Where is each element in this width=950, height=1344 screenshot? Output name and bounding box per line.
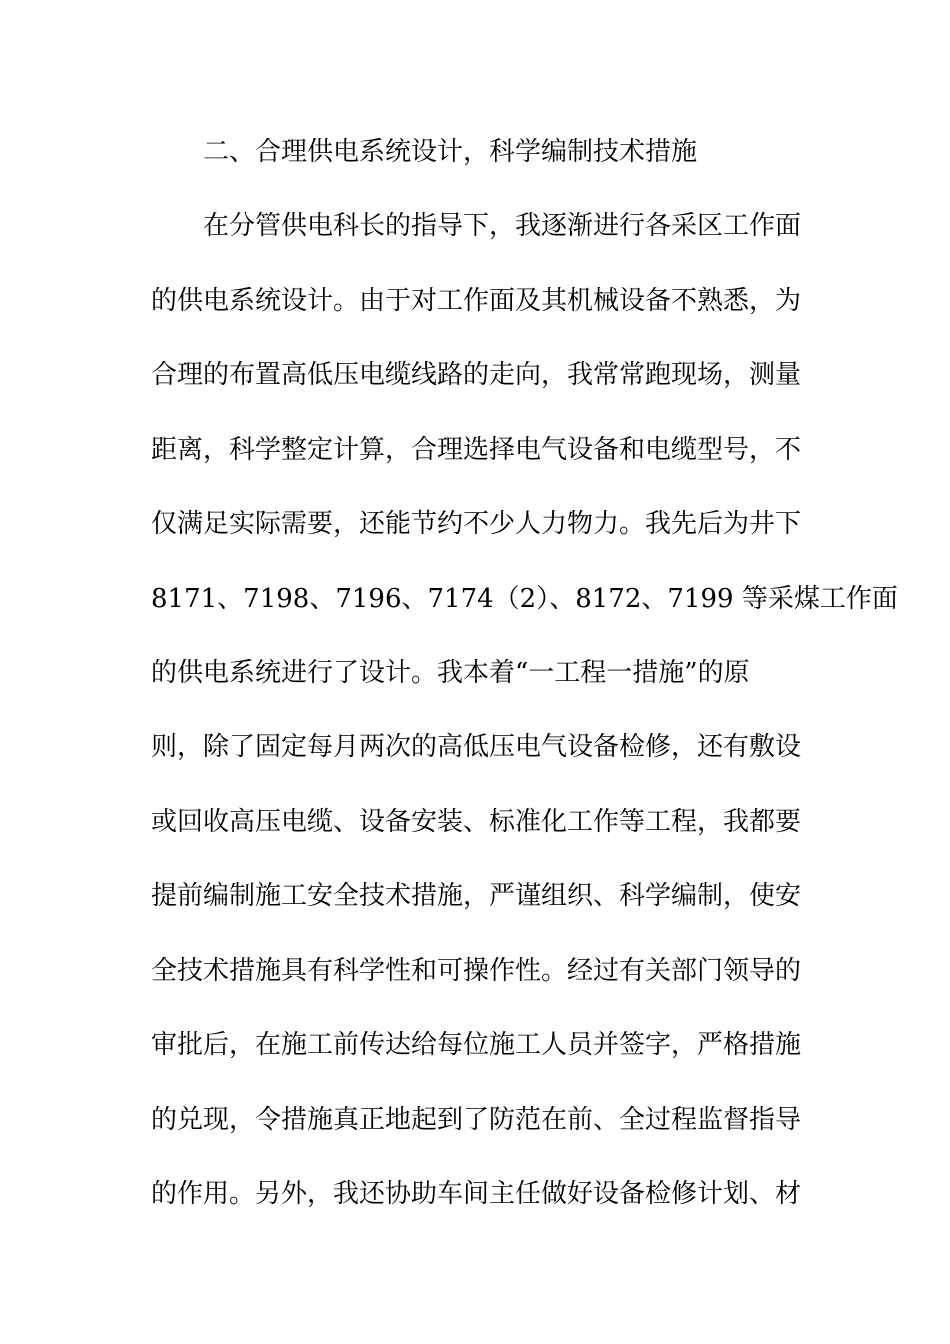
paragraph-line: 的供电系统设计。由于对工作面及其机械设备不熟悉，为 [151, 286, 802, 316]
paragraph-line: 的供电系统进行了设计。我本着“一工程一措施”的原 [151, 658, 750, 688]
section-heading: 二、合理供电系统设计，科学编制技术措施 [203, 137, 698, 167]
paragraph-line: 合理的布置高低压电缆线路的走向，我常常跑现场，测量 [151, 360, 802, 390]
paragraph-line: 在分管供电科长的指导下，我逐渐进行各采区工作面 [203, 211, 802, 241]
paragraph-line: 8171、7198、7196、7174（2）、8172、7199 等采煤工作面 [151, 584, 898, 614]
paragraph-line: 或回收高压电缆、设备安装、标准化工作等工程，我都要 [151, 807, 802, 837]
paragraph-line: 的兑现，令措施真正地起到了防范在前、全过程监督指导 [151, 1105, 802, 1135]
paragraph-line: 距离，科学整定计算，合理选择电气设备和电缆型号，不 [151, 435, 802, 465]
paragraph-line: 仅满足实际需要，还能节约不少人力物力。我先后为井下 [151, 509, 802, 539]
paragraph-line: 审批后，在施工前传达给每位施工人员并签字，严格措施 [151, 1030, 802, 1060]
paragraph-line: 的作用。另外，我还协助车间主任做好设备检修计划、材 [151, 1179, 802, 1209]
paragraph-line: 全技术措施具有科学性和可操作性。经过有关部门领导的 [151, 956, 802, 986]
paragraph-line: 提前编制施工安全技术措施，严谨组织、科学编制，使安 [151, 881, 802, 911]
paragraph-line: 则，除了固定每月两次的高低压电气设备检修，还有敷设 [151, 732, 802, 762]
